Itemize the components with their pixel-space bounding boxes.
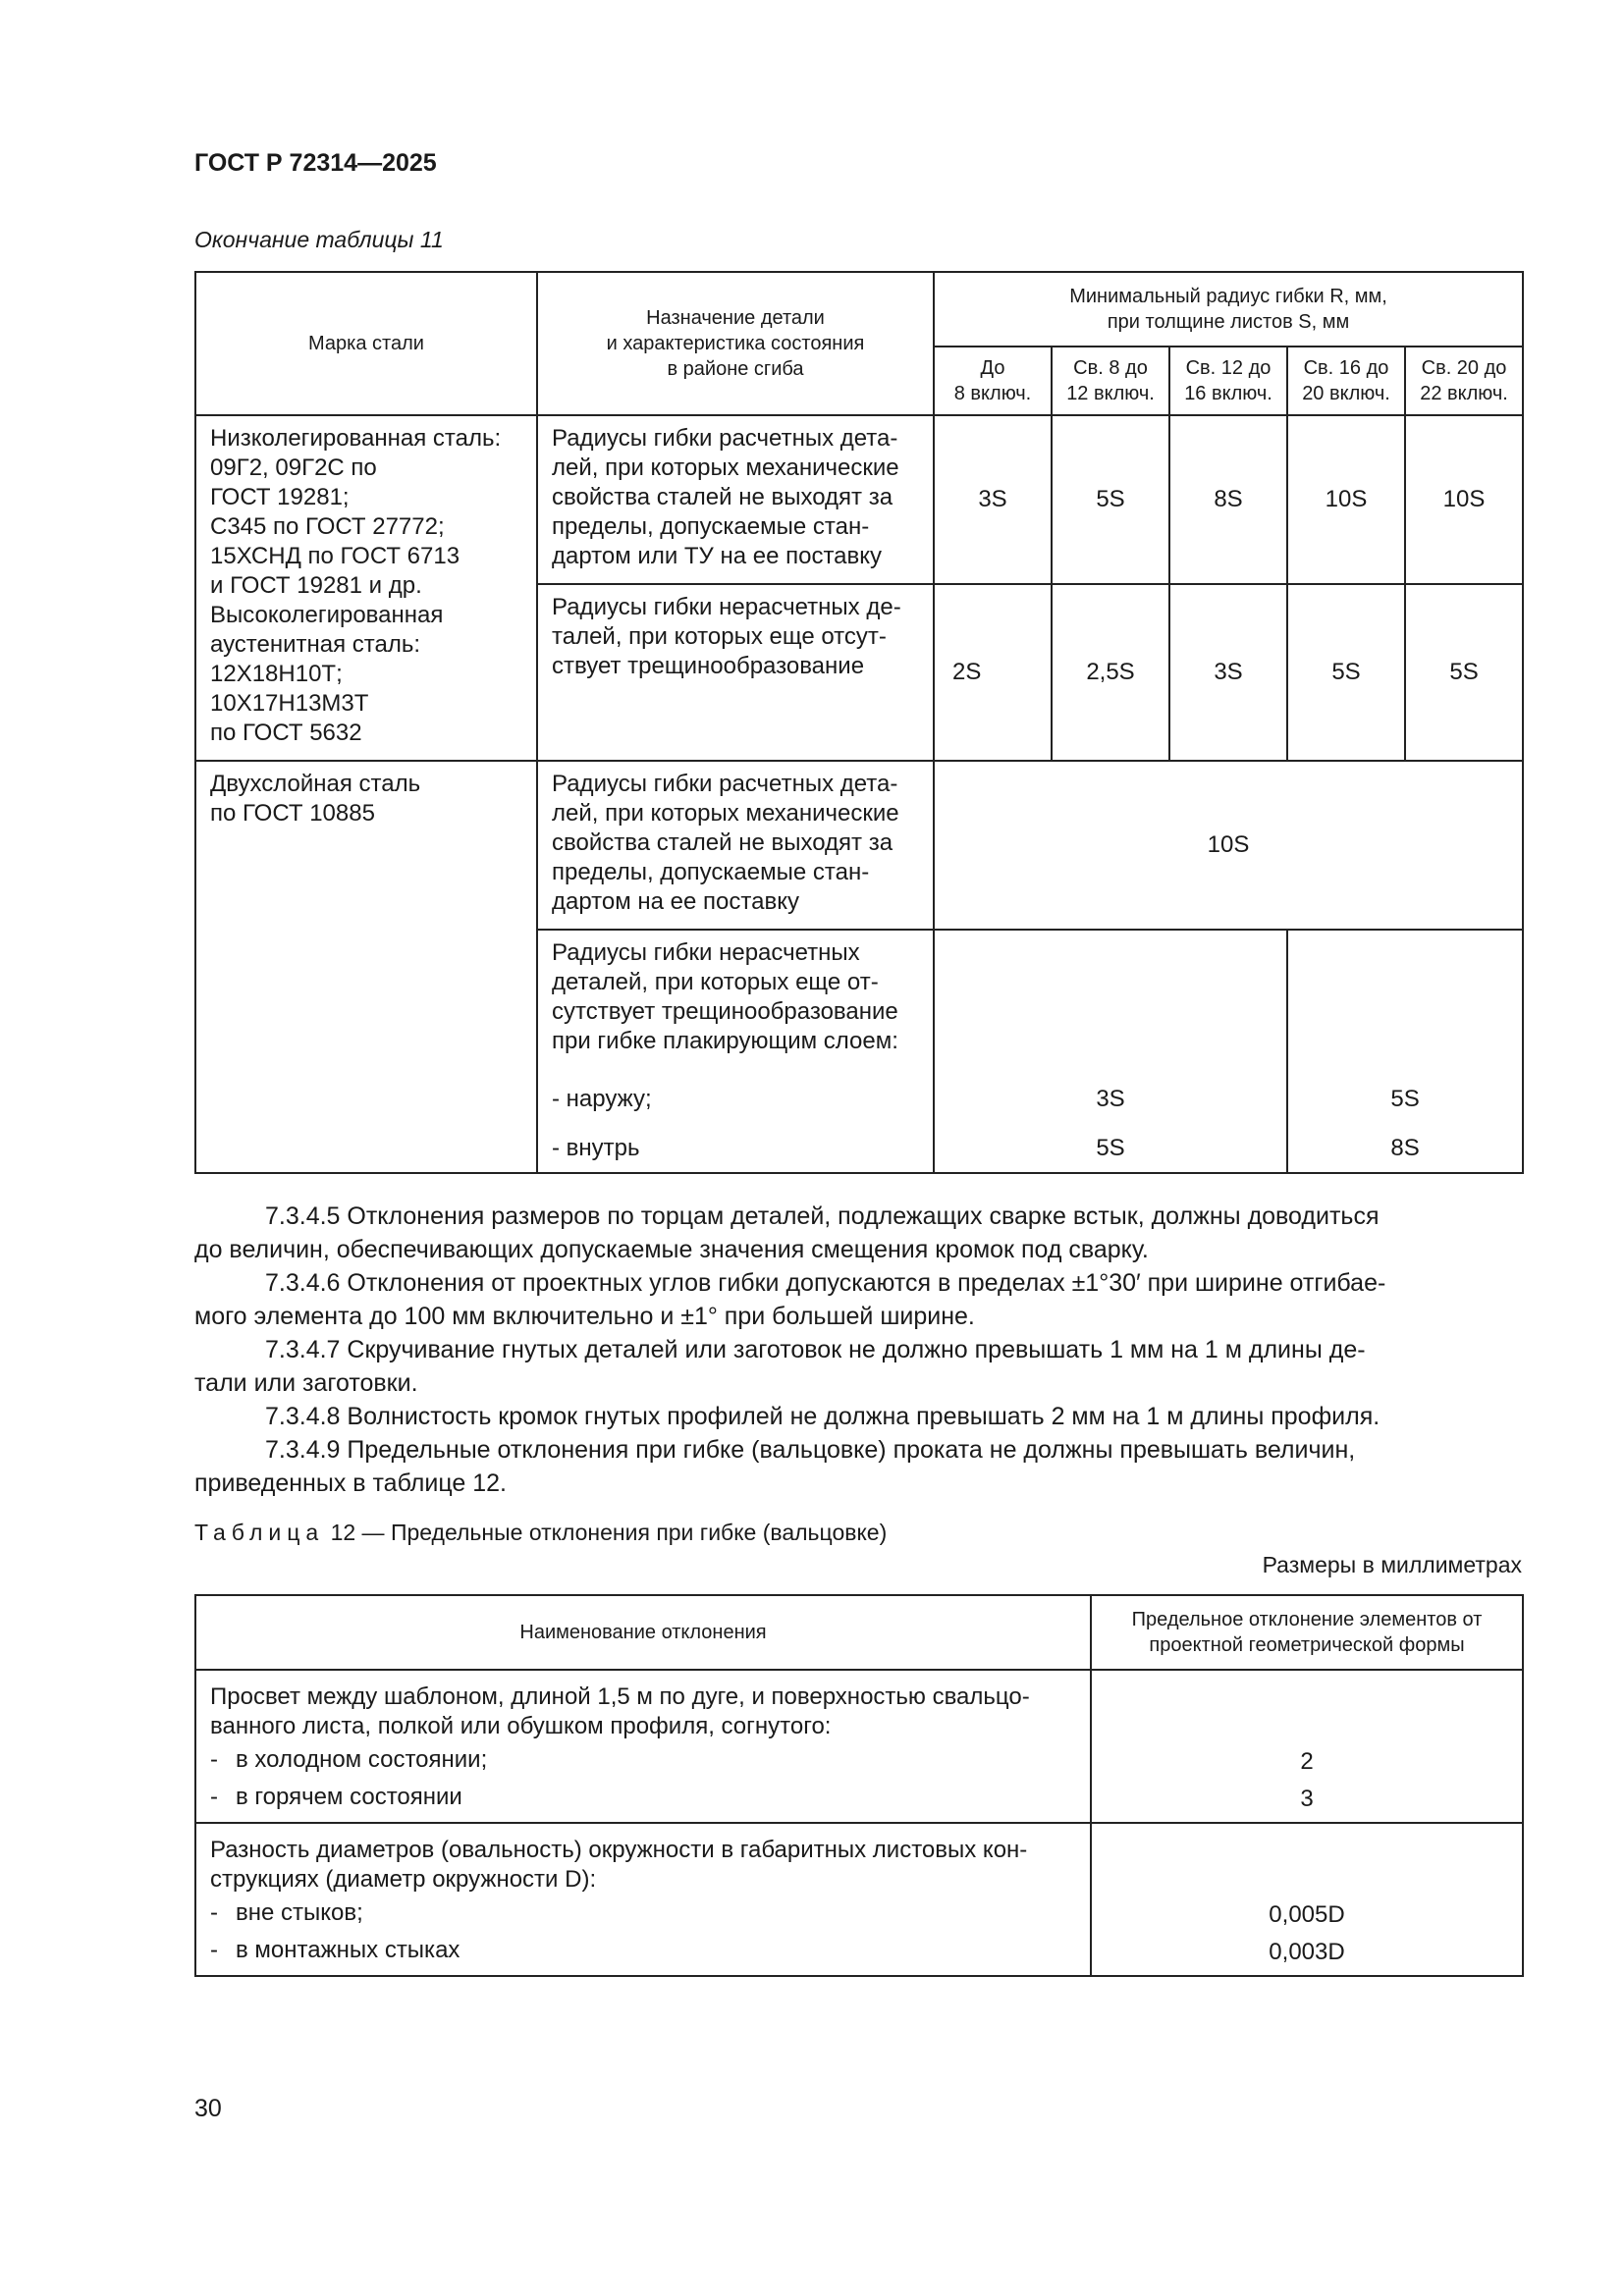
radius-value: 5S xyxy=(1287,584,1405,761)
header-thickness-col: До 8 включ. xyxy=(934,347,1052,415)
radius-value: 5S xyxy=(1052,415,1169,584)
table-11 xyxy=(194,271,1524,1174)
header-deviation-name: Наименование отклонения xyxy=(195,1595,1091,1670)
radius-value: 8S xyxy=(1287,1124,1523,1173)
header-purpose-line: в районе сгиба xyxy=(667,358,804,380)
header-thickness-col: Св. 8 до 12 включ. xyxy=(1052,347,1169,415)
table-11-continuation-caption: Окончание таблицы 11 xyxy=(194,227,444,252)
table-12-units-note: Размеры в миллиметрах xyxy=(1262,1552,1522,1577)
radius-value: 10S xyxy=(1287,415,1405,584)
deviation-description: Просвет между шаблоном, длиной 1,5 м по дуге, и поверхностью свальцо- ванного листа, полкой или обушком профиля, согнутого: - в холодном состоянии; - в горячем состоянии xyxy=(195,1670,1091,1823)
radius-value: 5S xyxy=(1287,1075,1523,1124)
radius-value: 5S xyxy=(934,1124,1287,1173)
paragraph-7-3-4-8: 7.3.4.8 Волнистость кромок гнутых профилей не должна превышать 2 мм на 1 м длины профиля. xyxy=(265,1403,1380,1430)
document-id-header: ГОСТ Р 72314—2025 xyxy=(194,149,437,177)
table-12-title: Таблица 12 — Предельные отклонения при гибке (вальцовке) xyxy=(194,1520,888,1545)
header-min-radius xyxy=(934,272,1523,347)
deviation-values: 2 3 xyxy=(1091,1670,1523,1823)
paragraph-7-3-4-9: 7.3.4.9 Предельные отклонения при гибке (вальцовке) проката не должны превышать величин, приведенных в таблице 12. xyxy=(194,1436,1356,1497)
steel-grade-cell: Двухслойная сталь по ГОСТ 10885 xyxy=(195,761,537,1173)
purpose-cell: Радиусы гибки расчетных дета- лей, при которых механические свойства сталей не выходят за пределы, допускаемые стан- дартом или ТУ на ее поставку xyxy=(537,415,934,584)
deviation-values: 0,005D 0,003D xyxy=(1091,1823,1523,1976)
paragraph-7-3-4-5: 7.3.4.5 Отклонения размеров по торцам деталей, подлежащих сварке встык, должны доводиться до величин, обеспечивающих допускаемые значения смещения кромок под сварку. xyxy=(194,1202,1380,1263)
header-thickness-col: Св. 20 до 22 включ. xyxy=(1405,347,1523,415)
table-12 xyxy=(194,1594,1524,1977)
empty-cell xyxy=(934,930,1287,1075)
radius-value-merged: 10S xyxy=(934,761,1523,930)
radius-value: 2S xyxy=(934,584,1052,761)
purpose-cell: Радиусы гибки нерасчетных де- талей, при которых еще отсут- ствует трещинообразование xyxy=(537,584,934,761)
radius-value: 8S xyxy=(1169,415,1287,584)
header-purpose-line: и характеристика состояния xyxy=(606,333,865,354)
radius-value: 5S xyxy=(1405,584,1523,761)
header-deviation-limit: Предельное отклонение элементов от проектной геометрической формы xyxy=(1091,1595,1523,1670)
header-min-radius-line: Минимальный радиус гибки R, мм, xyxy=(1069,286,1387,307)
header-steel-grade: Марка стали xyxy=(195,272,537,415)
paragraph-7-3-4-6: 7.3.4.6 Отклонения от проектных углов гибки допускаются в пределах ±1°30′ при ширине отгибае- мого элемента до 100 мм включительно и ±1° при большей ширине. xyxy=(194,1269,1386,1330)
paragraph-7-3-4-7: 7.3.4.7 Скручивание гнутых деталей или заготовок не должно превышать 1 мм на 1 м длины де- тали или заготовки. xyxy=(194,1336,1366,1397)
radius-value: 3S xyxy=(1169,584,1287,761)
radius-value: 3S xyxy=(934,1075,1287,1124)
header-purpose xyxy=(537,272,934,415)
header-thickness-col: Св. 12 до 16 включ. xyxy=(1169,347,1287,415)
radius-value: 3S xyxy=(934,415,1052,584)
page-number: 30 xyxy=(194,2095,222,2122)
empty-cell xyxy=(1287,930,1523,1075)
radius-value: 10S xyxy=(1405,415,1523,584)
sub-item-inward: - внутрь xyxy=(537,1124,934,1173)
sub-item-outward: - наружу; xyxy=(537,1075,934,1124)
header-min-radius-line: при толщине листов S, мм xyxy=(1107,311,1350,333)
purpose-cell: Радиусы гибки расчетных дета- лей, при которых механические свойства сталей не выходят за пределы, допускаемые стан- дартом на ее поставку xyxy=(537,761,934,930)
purpose-cell: Радиусы гибки нерасчетных деталей, при которых еще от- сутствует трещинообразование при гибке плакирующим слоем: xyxy=(537,930,934,1075)
header-thickness-col: Св. 16 до 20 включ. xyxy=(1287,347,1405,415)
radius-value: 2,5S xyxy=(1052,584,1169,761)
steel-grade-cell: Низколегированная сталь: 09Г2, 09Г2С по ГОСТ 19281; С345 по ГОСТ 27772; 15ХСНД по ГОСТ 6713 и ГОСТ 19281 и др. Высоколегированная аустенитная сталь: 12Х18Н10Т; 10Х17Н13М3Т по ГОСТ 5632 xyxy=(195,415,537,761)
header-purpose-line: Назначение детали xyxy=(646,307,825,329)
deviation-description: Разность диаметров (овальность) окружности в габаритных листовых кон- струкциях (диаметр окружности D): - вне стыков; - в монтажных стыках xyxy=(195,1823,1091,1976)
